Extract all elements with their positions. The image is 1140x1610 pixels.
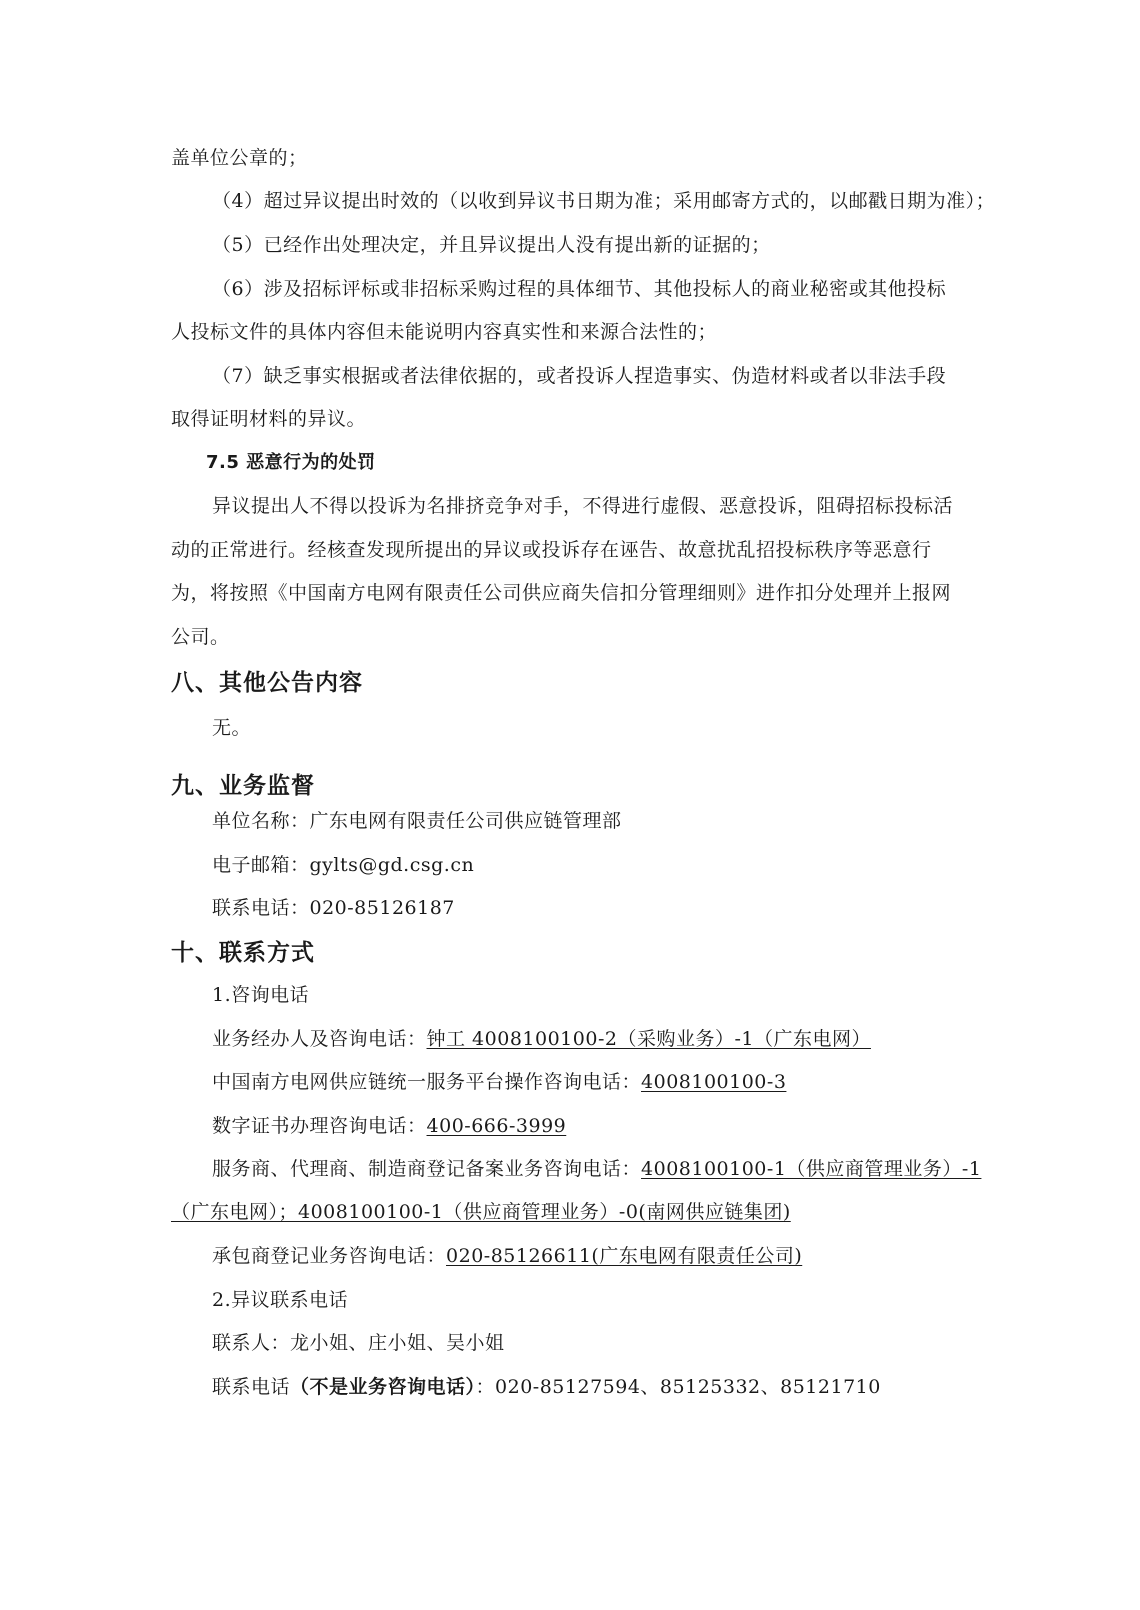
contacts: 联系人：龙小姐、庄小姐、吴小姐 xyxy=(212,1332,505,1354)
paragraph-continuation: 盖单位公章的； xyxy=(171,147,308,169)
list-item: （7）缺乏事实根据或者法律依据的，或者投诉人捏造事实、伪造材料或者以非法手段 xyxy=(212,365,947,387)
contact-line xyxy=(212,1243,802,1269)
contact-label: 联系电话 xyxy=(212,1376,291,1398)
paragraph-line: 异议提出人不得以投诉为名排挤竞争对手，不得进行虚假、恶意投诉，阻碍招标投标活 xyxy=(212,495,954,517)
list-item: （6）涉及招标评标或非招标采购过程的具体细节、其他投标人的商业秘密或其他投标 xyxy=(212,278,947,300)
list-item-continuation: 人投标文件的具体内容但未能说明内容真实性和来源合法性的； xyxy=(171,321,718,343)
section-heading: 八、其他公告内容 xyxy=(171,670,363,696)
contact-value: 400-666-3999 xyxy=(426,1115,567,1137)
paragraph-line: 为，将按照《中国南方电网有限责任公司供应商失信扣分管理细则》进作扣分处理并上报网 xyxy=(171,582,952,604)
phone: 联系电话：020-85126187 xyxy=(212,897,455,919)
contact-value: 020-85126611(广东电网有限责任公司) xyxy=(446,1245,803,1267)
contact-note: （不是业务咨询电话） xyxy=(290,1376,476,1398)
contact-label: 业务经办人及咨询电话： xyxy=(212,1028,427,1050)
contact-line xyxy=(212,1156,981,1182)
unit-name: 单位名称：广东电网有限责任公司供应链管理部 xyxy=(212,810,622,832)
contact-label: 中国南方电网供应链统一服务平台操作咨询电话： xyxy=(212,1071,642,1093)
contact-value: 4008100100-3 xyxy=(641,1071,787,1093)
contact-line xyxy=(212,1026,871,1052)
email: 电子邮箱：gylts@gd.csg.cn xyxy=(212,854,475,876)
subsection-heading: 7.5 恶意行为的处罚 xyxy=(206,452,376,473)
contact-line-continuation xyxy=(171,1199,791,1225)
contact-label: 数字证书办理咨询电话： xyxy=(212,1115,427,1137)
contact-line xyxy=(212,1069,786,1095)
contact-value: 钟工 4008100100-2（采购业务）-1（广东电网） xyxy=(426,1028,871,1050)
subsection-title: 2.异议联系电话 xyxy=(212,1289,349,1311)
list-item: （4）超过异议提出时效的（以收到异议书日期为准；采用邮寄方式的，以邮戳日期为准）； xyxy=(212,190,996,212)
contact-label: 服务商、代理商、制造商登记备案业务咨询电话： xyxy=(212,1158,642,1180)
contact-value: ：020-85127594、85125332、85121710 xyxy=(475,1376,881,1398)
section-heading: 九、业务监督 xyxy=(171,773,315,799)
subsection-title: 1.咨询电话 xyxy=(212,984,310,1006)
contact-label: 承包商登记业务咨询电话： xyxy=(212,1245,447,1267)
paragraph-line: 无。 xyxy=(212,717,252,739)
section-heading: 十、联系方式 xyxy=(171,940,315,966)
list-item-continuation: 取得证明材料的异议。 xyxy=(171,408,367,430)
contact-value: （广东电网）；4008100100-1（供应商管理业务）-0(南网供应链集团) xyxy=(171,1201,791,1223)
contact-value: 4008100100-1（供应商管理业务）-1 xyxy=(641,1158,982,1180)
paragraph-line: 公司。 xyxy=(171,626,230,648)
contact-line xyxy=(212,1113,566,1139)
paragraph-line: 动的正常进行。经核查发现所提出的异议或投诉存在诬告、故意扰乱招投标秩序等恶意行 xyxy=(171,539,932,561)
contact-line xyxy=(212,1374,881,1400)
list-item: （5）已经作出处理决定，并且异议提出人没有提出新的证据的； xyxy=(212,234,771,256)
